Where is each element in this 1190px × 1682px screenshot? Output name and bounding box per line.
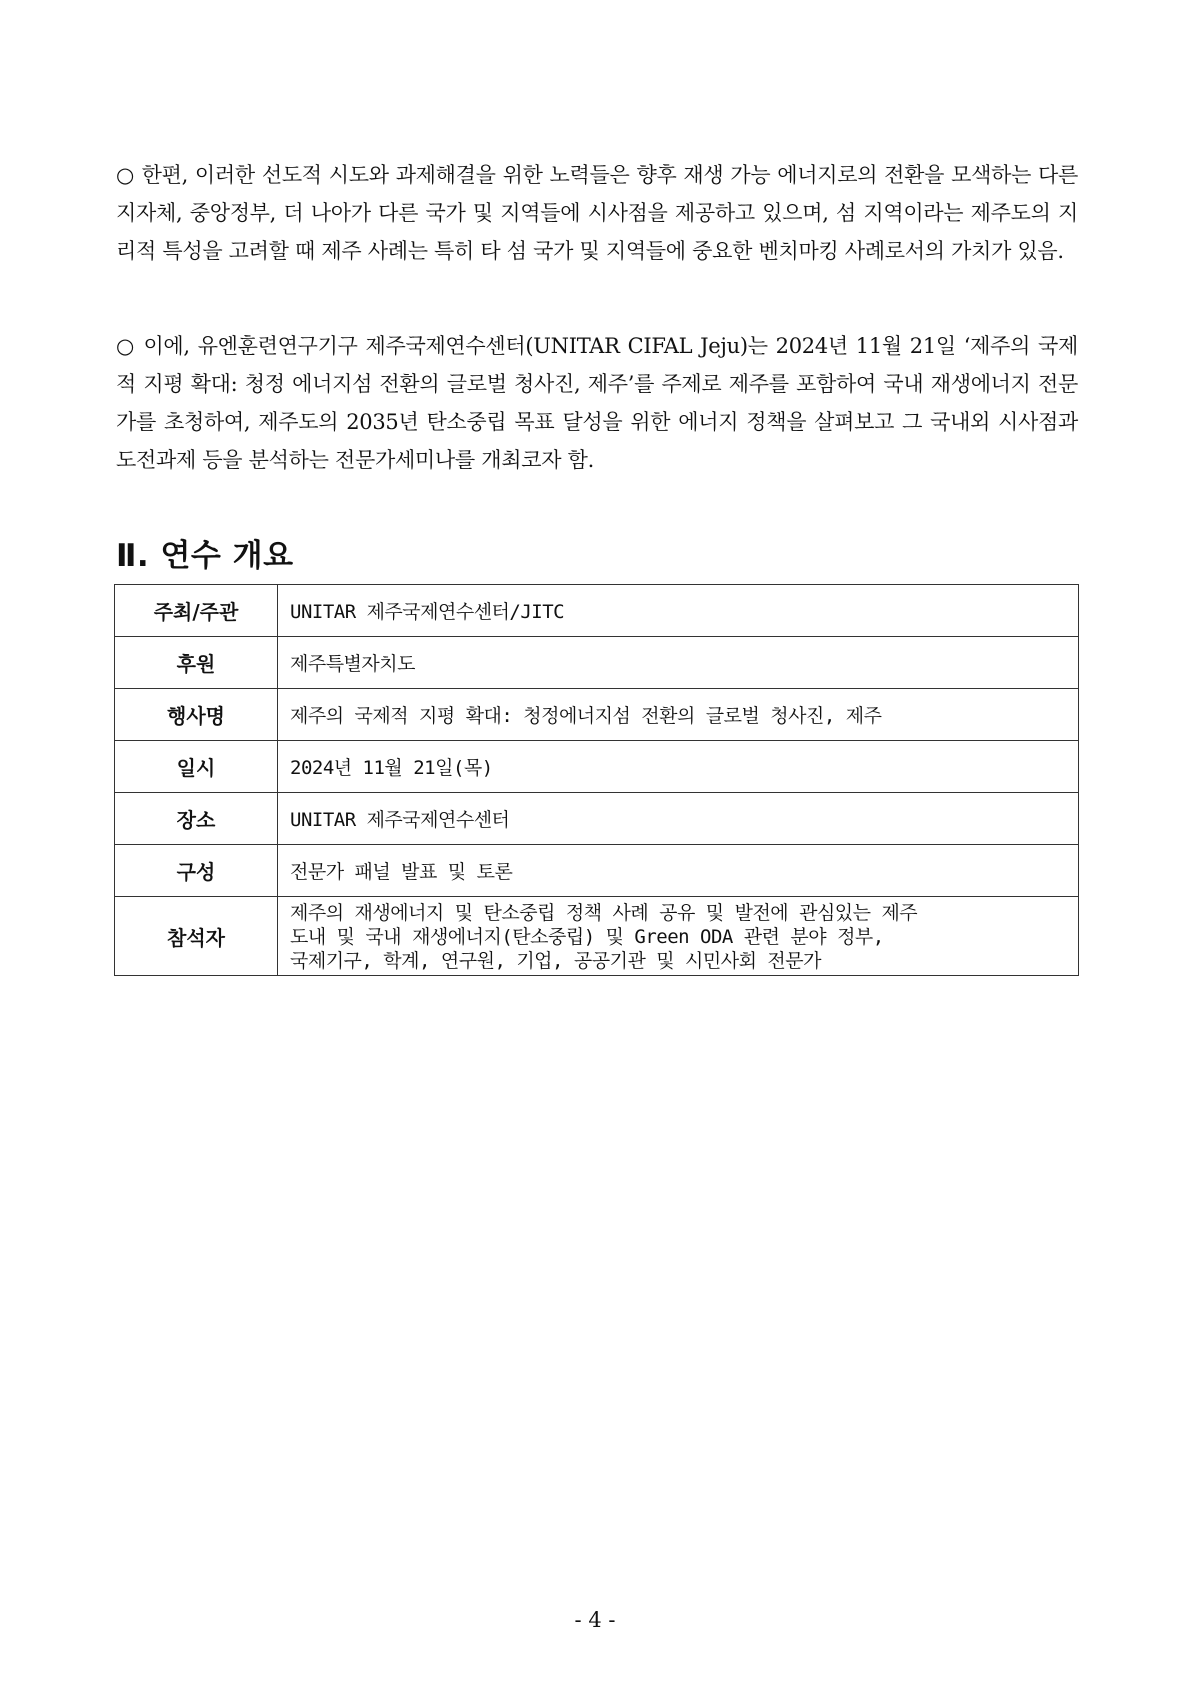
row-value-format: 전문가 패널 발표 및 토론 bbox=[278, 845, 1079, 897]
row-value-participants bbox=[278, 897, 1079, 976]
row-label-sponsor: 후원 bbox=[115, 637, 278, 689]
row-label-venue: 장소 bbox=[115, 793, 278, 845]
row-label-date: 일시 bbox=[115, 741, 278, 793]
overview-table bbox=[114, 584, 1079, 976]
row-label-event-name: 행사명 bbox=[115, 689, 278, 741]
section-title: Ⅱ. 연수 개요 bbox=[116, 538, 294, 574]
row-value-event-name: 제주의 국제적 지평 확대: 청정에너지섬 전환의 글로벌 청사진, 제주 bbox=[278, 689, 1079, 741]
participants-line: 제주의 재생에너지 및 탄소중립 정책 사례 공유 및 발전에 관심있는 제주 bbox=[290, 902, 918, 924]
row-value-venue: UNITAR 제주국제연수센터 bbox=[278, 793, 1079, 845]
page-number: - 4 - bbox=[574, 1608, 616, 1632]
row-label-participants: 참석자 bbox=[115, 897, 278, 976]
table-row bbox=[115, 793, 1079, 845]
paragraph-implications: ○ 한편, 이러한 선도적 시도와 과제해결을 위한 노력들은 향후 재생 가능 에너지로의 전환을 모색하는 다른 지자체, 중앙정부, 더 나아가 다른 국가 및 지역들에 시사점을 제공하고 있으며, 섬 지역이라는 제주도의 지리적 특성을 고려할 때 제주 사례는 특히 타 섬 국가 및 지역들에 중요한 벤치마킹 사례로서의 가치가 있음. bbox=[116, 163, 1078, 263]
table-row bbox=[115, 845, 1079, 897]
participants-line: 도내 및 국내 재생에너지(탄소중립) 및 Green ODA 관련 분야 정부, bbox=[290, 926, 884, 948]
row-value-sponsor: 제주특별자치도 bbox=[278, 637, 1079, 689]
row-label-host: 주최/주관 bbox=[115, 585, 278, 637]
participants-line: 국제기구, 학계, 연구원, 기업, 공공기관 및 시민사회 전문가 bbox=[290, 950, 821, 972]
table-row bbox=[115, 741, 1079, 793]
table-row bbox=[115, 637, 1079, 689]
row-label-format: 구성 bbox=[115, 845, 278, 897]
table-row bbox=[115, 689, 1079, 741]
paragraph-seminar-purpose: ○ 이에, 유엔훈련연구기구 제주국제연수센터(UNITAR CIFAL Jeju)는 2024년 11월 21일 ‘제주의 국제적 지평 확대: 청정 에너지섬 전환의 글로벌 청사진, 제주’를 주제로 제주를 포함하여 국내 재생에너지 전문가를 초청하여, 제주도의 2035년 탄소중립 목표 달성을 위한 에너지 정책을 살펴보고 그 국내외 시사점과 도전과제 등을 분석하는 전문가세미나를 개최코자 함. bbox=[116, 334, 1078, 472]
table-row bbox=[115, 897, 1079, 976]
row-value-date: 2024년 11월 21일(목) bbox=[278, 741, 1079, 793]
row-value-host: UNITAR 제주국제연수센터/JITC bbox=[278, 585, 1079, 637]
table-row bbox=[115, 585, 1079, 637]
